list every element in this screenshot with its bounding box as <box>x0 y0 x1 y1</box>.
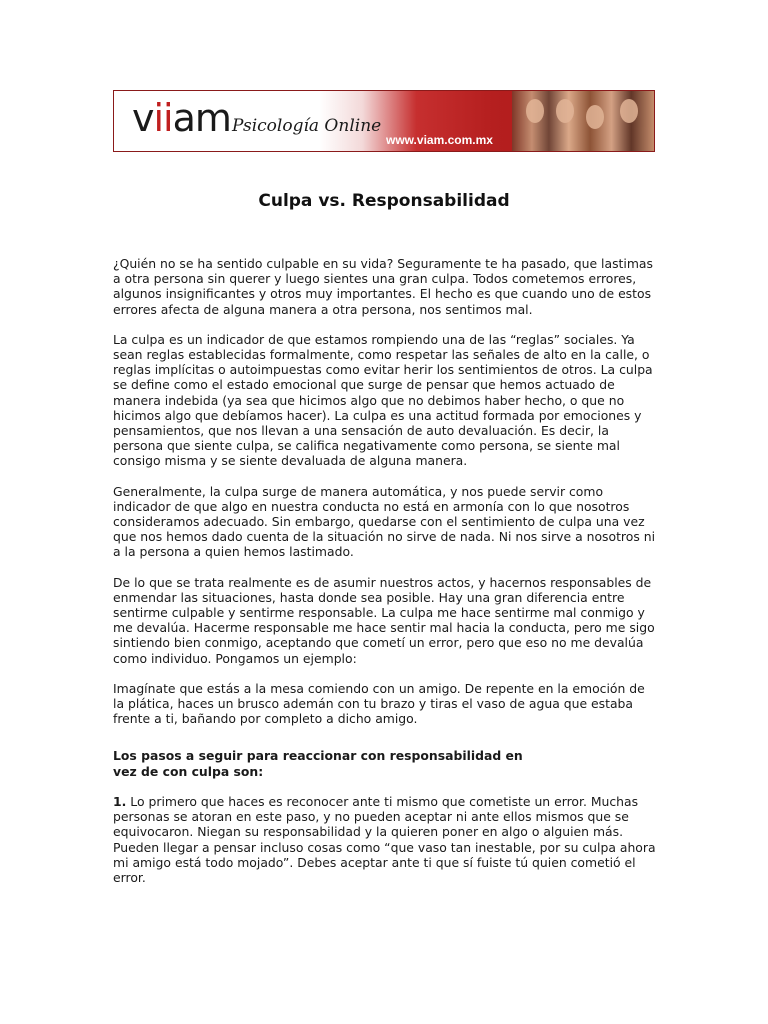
step-text: Lo primero que haces es reconocer ante ti mismo que cometiste un error. Muchas personas se atoran en este paso, y no pueden aceptar ni ante ellos mismos que se equivocaron. Niegan su responsabilidad y la quieren poner en algo o alguien más. Pueden llegar a pensar incluso cosas como “que vaso tan inestable, por su culpa ahora mi amigo está todo mojado”. Debes aceptar ante ti que sí fuiste tú quien cometió el error. <box>113 793 656 885</box>
step-number: 1. <box>113 793 127 809</box>
banner-url: www.viam.com.mx <box>386 133 493 147</box>
page-title: Culpa vs. Responsabilidad <box>258 191 510 211</box>
paragraph: La culpa es un indicador de que estamos rompiendo una de las “reglas” sociales. Ya sean reglas establecidas formalmente, como respetar las señales de alto en la calle, o reglas implícitas o autoimpuestas como evitar herir los sentimientos de otros. La culpa se define como el estado emocional que surge de pensar que hemos actuado de manera indebida (ya sea que hicimos algo que no debimos haber hecho, o que no hicimos algo que debíamos hacer). La culpa es una actitud formada por emociones y pensamientos, que nos llevan a una sensación de auto devaluación. Es decir, la persona que siente culpa, se califica negativamente como persona, se siente mal consigo misma y se siente devaluada de alguna manera. <box>113 331 653 469</box>
paragraph: ¿Quién no se ha sentido culpable en su vida? Seguramente te ha pasado, que lastimas a otra persona sin querer y luego sientes una gran culpa. Todos cometemos errores, algunos insignificantes y otros muy importantes. El hecho es que cuando uno de estos errores afecta de alguna manera a otra persona, nos sentimos mal. <box>113 256 653 317</box>
step-item <box>113 794 658 885</box>
people-photos-icon <box>512 91 654 151</box>
paragraph: De lo que se trata realmente es de asumir nuestros actos, y hacernos responsables de enmendar las situaciones, hasta donde sea posible. Hay una gran diferencia entre sentirme culpable y sentirme responsable. La culpa me hace sentirme mal conmigo y me devalúa. Hacerme responsable me hace sentir mal hacia la conducta, pero me sigo sintiendo bien conmigo, aceptando que cometí un error, pero que eso no me devalúa como individuo. Pongamos un ejemplo: <box>113 574 655 666</box>
banner-tagline: Psicología Online <box>232 116 382 136</box>
steps-heading: Los pasos a seguir para reaccionar con responsabilidad en vez de con culpa son: <box>113 748 523 779</box>
viam-logo: viiam <box>132 96 231 140</box>
paragraph: Imagínate que estás a la mesa comiendo con un amigo. De repente en la emoción de la plática, haces un brusco ademán con tu brazo y tiras el vaso de agua que estaba frente a ti, bañando por completo a dicho amigo. <box>113 680 645 727</box>
header-banner <box>113 90 655 152</box>
paragraph: Generalmente, la culpa surge de manera automática, y nos puede servir como indicador de que algo en nuestra conducta no está en armonía con lo que nosotros consideramos adecuado. Sin embargo, quedarse con el sentimiento de culpa una vez que nos hemos dado cuenta de la situación no sirve de nada. Ni nos sirve a nosotros ni a la persona a quien hemos lastimado. <box>113 483 656 560</box>
article-body <box>113 256 658 900</box>
